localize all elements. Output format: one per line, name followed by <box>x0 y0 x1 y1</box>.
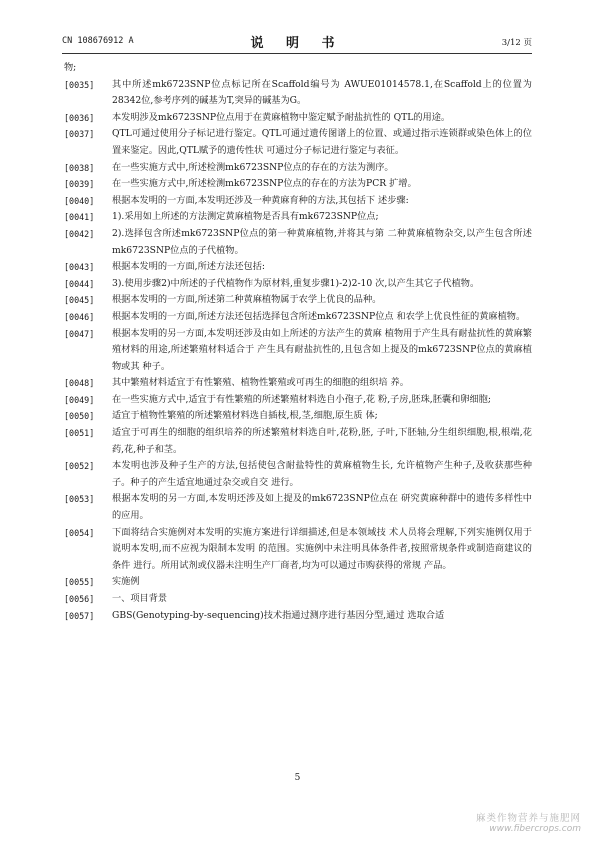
paragraph-number: [0048] <box>64 378 95 389</box>
paragraph <box>64 292 532 309</box>
paragraph <box>64 193 532 210</box>
paragraph-text: 其中繁殖材料适宜于有性繁殖、植物性繁殖或可再生的细胞的组织培 养。 <box>112 377 409 389</box>
watermark-url: www.fibercrops.com <box>489 824 581 834</box>
paragraph <box>64 209 532 226</box>
paragraph-text: 在一些实施方式中,所述检测mk6723SNP位点的存在的方法为测序。 <box>112 161 394 173</box>
paragraph <box>64 408 532 425</box>
paragraph-number: [0045] <box>64 295 95 306</box>
paragraph-number: [0052] <box>64 461 95 472</box>
paragraph-text: 根据本发明的另一方面,本发明还涉及由如上所述的方法产生的黄麻 植物用于产生具有耐盐抗性的黄麻繁殖材料的用途,所述繁殖材料适合于 产生具有耐盐抗性的,且包含如上提及的mk6723SNP位点的黄麻植物或其 种子。 <box>112 327 532 372</box>
paragraph-number: [0041] <box>64 212 95 223</box>
paragraph <box>64 276 532 293</box>
paragraph <box>64 458 532 491</box>
paragraph-number: [0049] <box>64 394 95 405</box>
paragraph-number: [0036] <box>64 112 95 123</box>
paragraph <box>64 375 532 392</box>
paragraph-number: [0054] <box>64 527 95 538</box>
paragraph <box>64 160 532 177</box>
paragraph-text: 在一些实施方式中,所述检测mk6723SNP位点的存在的方法为PCR 扩增。 <box>112 178 417 190</box>
paragraph <box>64 491 532 524</box>
paragraph-text: 根据本发明的一方面,本发明还涉及一种黄麻育种的方法,其包括下 述步骤: <box>112 194 409 206</box>
paragraph-text: 根据本发明的一方面,所述方法还包括选择包含所述mk6723SNP位点 和农学上优良性征的黄麻植物。 <box>112 310 526 322</box>
paragraph <box>64 110 532 127</box>
paragraph <box>64 608 532 625</box>
watermark-text: 麻类作物营养与施肥网 <box>475 813 581 824</box>
paragraph-text: 1).采用如上所述的方法测定黄麻植物是否具有mk6723SNP位点; <box>112 211 379 223</box>
paragraph-number: [0035] <box>64 79 95 90</box>
paragraph-number: [0056] <box>64 594 95 604</box>
page-number: 5 <box>294 773 301 783</box>
paragraph-text: 实施例 <box>112 576 140 588</box>
paragraph-number: [0039] <box>64 179 95 190</box>
paragraph <box>64 259 532 276</box>
paragraph-number: [0040] <box>64 195 95 206</box>
paragraph-text: GBS(Genotyping-by-sequencing)技术指通过测序进行基因分型,通过 选取合适 <box>112 609 445 621</box>
paragraph-text: 一、项目背景 <box>112 593 168 604</box>
paragraph <box>64 77 532 110</box>
document-body <box>64 60 532 624</box>
paragraph-text: 在一些实施方式中,适宜于有性繁殖的所述繁殖材料选自小孢子,花 粉,子房,胚珠,胚囊和卵细胞; <box>112 393 491 405</box>
paragraph <box>64 392 532 409</box>
watermark <box>476 810 581 834</box>
paragraph <box>64 574 532 591</box>
paragraph <box>64 126 532 159</box>
paragraph-text: 3).使用步骤2)中所述的子代植物作为原材料,重复步骤1)-2)2-10 次,以产生其它子代植物。 <box>112 277 480 289</box>
paragraph-text: 根据本发明的一方面,所述第二种黄麻植物属于农学上优良的品种。 <box>112 294 382 306</box>
paragraph <box>64 326 532 376</box>
page-info: 3/12 页 <box>501 38 532 48</box>
paragraph-text: 下面将结合实施例对本发明的实施方案进行详细描述,但是本领域技 术人员将会理解,下列实施例仅用于说明本发明,而不应视为限制本发明 的范围。实施例中未注明具体条件者,按照常规条件或制造商建议的条件 进行。所用试剂或仪器未注明生产厂商者,均为可以通过市购获得的常规 产品。 <box>112 526 532 571</box>
page-header <box>62 34 532 51</box>
paragraph <box>64 309 532 326</box>
paragraph-number: [0044] <box>64 278 95 289</box>
paragraph-text: 本发明也涉及种子生产的方法,包括使包含耐盐特性的黄麻植物生长, 允许植物产生种子,及收获那些种子。种子的产生适宜地通过杂交或自交 进行。 <box>112 460 532 488</box>
paragraph-text: 根据本发明的一方面,所述方法还包括: <box>112 261 266 273</box>
paragraph-number: [0051] <box>64 428 95 439</box>
paragraph <box>64 176 532 193</box>
paragraph-text: 本发明涉及mk6723SNP位点用于在黄麻植物中鉴定赋予耐盐抗性的 QTL的用途。 <box>112 111 451 123</box>
paragraph-number: [0050] <box>64 411 95 422</box>
paragraph-number: [0043] <box>64 262 95 273</box>
paragraph <box>64 591 532 608</box>
paragraph-number: [0038] <box>64 162 95 173</box>
paragraph-text: 物; <box>64 62 77 73</box>
paragraph-number: [0047] <box>64 328 95 339</box>
paragraph-text: 根据本发明的另一方面,本发明还涉及如上提及的mk6723SNP位点在 研究黄麻种群中的遗传多样性中的应用。 <box>112 493 532 522</box>
paragraph-text: 其中所述mk6723SNP位点标记所在Scaffold编号为 AWUE01014578.1,在Scaffold上的位置为28342位,参考序列的碱基为T,突异的碱基为G。 <box>112 78 532 107</box>
paragraph-number: [0055] <box>64 577 95 588</box>
paragraph-number: [0042] <box>64 228 95 239</box>
paragraph-number: [0057] <box>64 610 95 621</box>
publication-number: CN 108676912 A <box>62 36 134 46</box>
paragraph <box>64 425 532 458</box>
paragraph-number: [0046] <box>64 311 95 322</box>
paragraph-text: 适宜于可再生的细胞的组织培养的所述繁殖材料选自叶,花粉,胚, 子叶,下胚轴,分生组织细胞,根,根端,花药,花,种子和茎。 <box>112 427 532 455</box>
paragraph-text: QTL可通过使用分子标记进行鉴定。QTL可通过遗传图谱上的位置、或通过指示连锁群或染色体上的位置来鉴定。因此,QTL赋予的遗传性状 可通过分子标记进行鉴定与表征。 <box>112 128 532 156</box>
paragraph <box>64 525 532 575</box>
header-rule <box>62 53 532 54</box>
paragraph <box>64 226 532 259</box>
document-title: 说 明 书 <box>250 36 344 51</box>
paragraph <box>64 60 532 77</box>
paragraph-text: 2).选择包含所述mk6723SNP位点的第一种黄麻植物,并将其与第 二种黄麻植物杂交,以产生包含所述mk6723SNP位点的子代植物。 <box>112 227 532 256</box>
paragraph-text: 适宜于植物性繁殖的所述繁殖材料选自插枝,根,茎,细胞,原生质 体; <box>112 410 378 422</box>
paragraph-number: [0037] <box>64 129 95 140</box>
paragraph-number: [0053] <box>64 494 95 505</box>
